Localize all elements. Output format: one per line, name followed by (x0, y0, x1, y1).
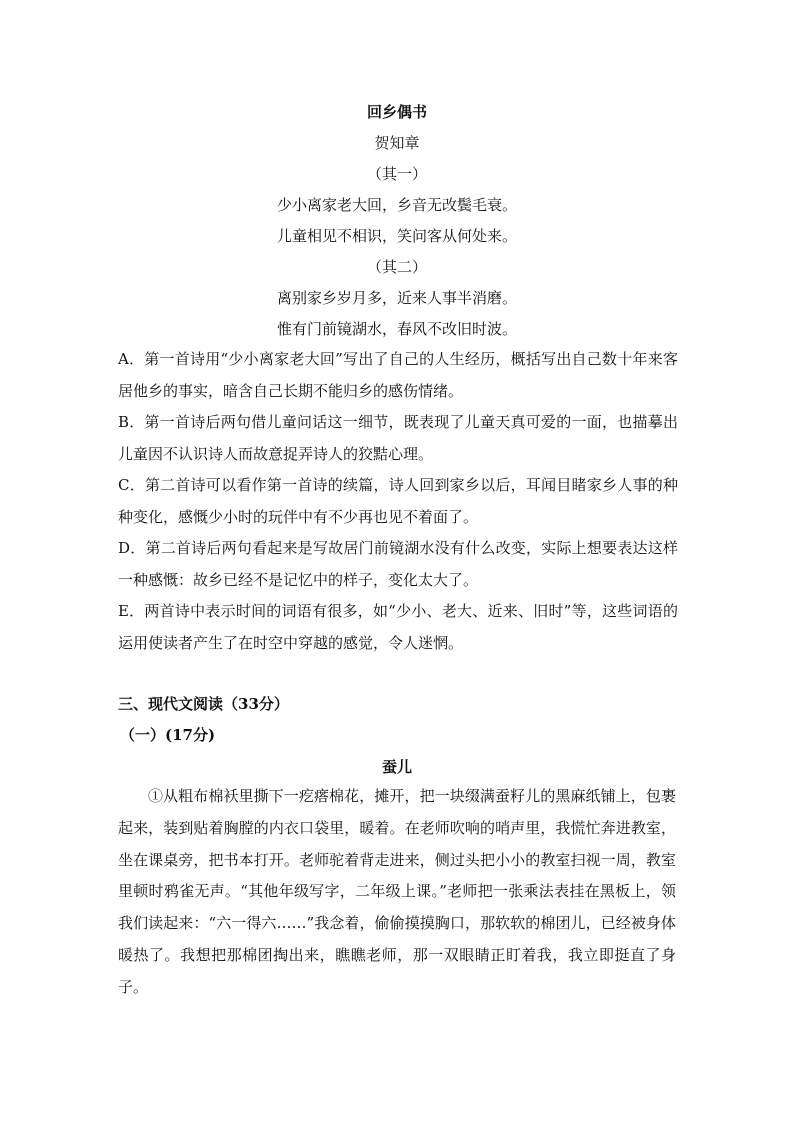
option-b: B．第一首诗后两句借儿童问话这一细节，既表现了儿童天真可爱的一面，也描摹出儿童因不认识诗人而故意捉弄诗人的狡黠心理。 (118, 413, 678, 463)
section-subheading: （一）(17分) (120, 726, 216, 744)
option-a: A．第一首诗用“少小离家老大回”写出了自己的人生经历，概括写出自己数十年来客居他乡的事实，暗含自己长期不能归乡的感伤情绪。 (118, 350, 678, 400)
option-c: C．第二首诗可以看作第一首诗的续篇，诗人回到家乡以后，耳闻目睹家乡人事的种种变化，感慨少小时的玩伴中有不少再也见不着面了。 (118, 476, 678, 526)
poem-line: 儿童相见不相识，笑问客从何处来。 (276, 227, 517, 245)
section-heading: 三、现代文阅读（33分） (118, 695, 289, 713)
poem-part1-label: （其一） (366, 165, 427, 183)
poem-author: 贺知章 (374, 134, 420, 152)
poem-line: 惟有门前镜湖水，春风不改旧时波。 (276, 320, 517, 338)
story-paragraph: ①从粗布棉袄里撕下一疙瘩棉花，摊开，把一块缀满蚕籽儿的黑麻纸铺上，包裹起来，装到贴着胸膛的内衣口袋里，暖着。在老师吹响的哨声里，我慌忙奔进教室，坐在课桌旁，把书本打开。老师驼着背走进来，侧过头把小小的教室扫视一周，教室里顿时鸦雀无声。“其他年级写字，二年级上课。”老师把一张乘法表挂在黑板上，领我们读起来：“六一得六……”我念着，偷偷摸摸胸口，那软软的棉团儿，已经被身体暖热了。我想把那棉团掏出来，瞧瞧老师，那一双眼睛正盯着我，我立即挺直了身子。 (118, 787, 676, 996)
poem-line: 少小离家老大回，乡音无改鬓毛衰。 (276, 196, 517, 214)
story-title: 蚕儿 (381, 758, 412, 776)
option-e: E．两首诗中表示时间的词语有很多，如“少小、老大、近来、旧时”等，这些词语的运用使读者产生了在时空中穿越的感觉，令人迷惘。 (118, 602, 678, 652)
poem-line: 离别家乡岁月多，近来人事半消磨。 (276, 289, 517, 307)
poem-title: 回乡偶书 (366, 103, 427, 121)
poem-part2-label: （其二） (366, 258, 427, 276)
option-d: D．第二首诗后两句看起来是写故居门前镜湖水没有什么改变，实际上想要表达这样一种感慨：故乡已经不是记忆中的样子，变化太大了。 (118, 539, 678, 589)
